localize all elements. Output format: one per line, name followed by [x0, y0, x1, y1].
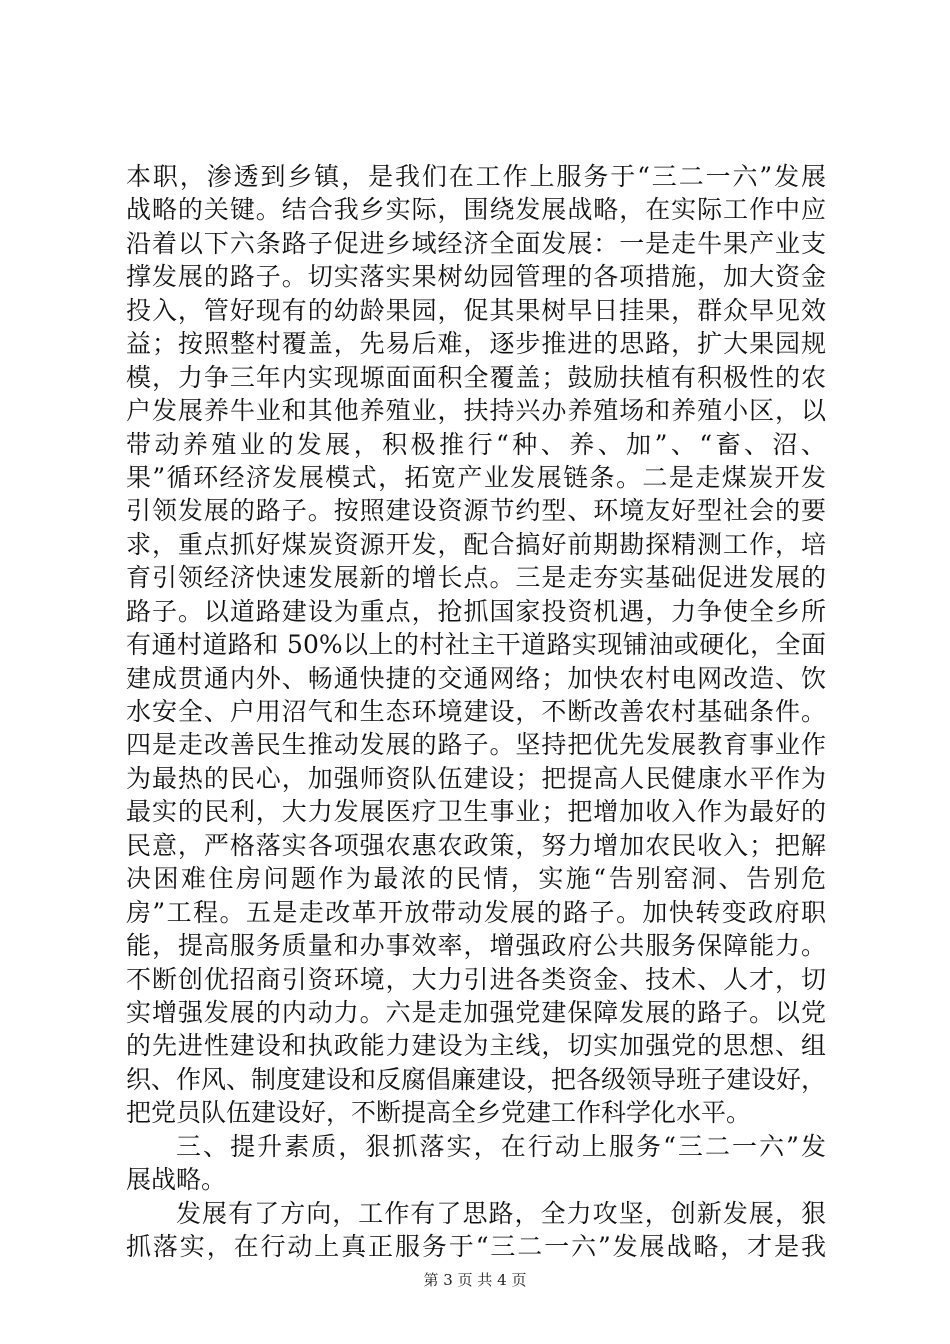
- body-line-3: 沿着以下六条路子促进乡域经济全面发展：一是走牛果产业支: [126, 229, 826, 258]
- body-line-16: 建成贯通内外、畅通快捷的交通网络；加快农村电网改造、饮: [126, 664, 826, 693]
- body-line-28: 织、作风、制度建设和反腐倡廉建设，把各级领导班子建设好，: [126, 1065, 827, 1094]
- body-line-5: 投入，管好现有的幼龄果园，促其果树早日挂果，群众早见效: [126, 296, 826, 325]
- body-line-24: 能，提高服务质量和办事效率，增强政府公共服务保障能力。: [126, 931, 826, 960]
- body-line-32: 发展有了方向，工作有了思路，全力攻坚，创新发展，狠: [176, 1199, 826, 1228]
- body-line-8: 户发展养牛业和其他养殖业，扶持兴办养殖场和养殖小区，以: [126, 396, 826, 425]
- body-line-14: 路子。以道路建设为重点，抢抓国家投资机遇，力争使全乡所: [126, 597, 826, 626]
- body-line-4: 撑发展的路子。切实落实果树幼园管理的各项措施，加大资金: [126, 262, 826, 291]
- body-line-26: 实增强发展的内动力。六是走加强党建保障发展的路子。以党: [126, 998, 826, 1027]
- page-number-footer: 第 3 页 共 4 页: [423, 1271, 527, 1289]
- body-line-13: 育引领经济快速发展新的增长点。三是走夯实基础促进发展的: [126, 563, 826, 592]
- body-line-6: 益；按照整村覆盖，先易后难，逐步推进的思路，扩大果园规: [126, 329, 826, 358]
- body-line-17: 水安全、户用沼气和生态环境建设，不断改善农村基础条件。: [126, 697, 826, 726]
- body-line-23: 房”工程。五是走改革开放带动发展的路子。加快转变政府职: [126, 898, 826, 927]
- body-line-29: 把党员队伍建设好，不断提高全乡党建工作科学化水平。: [126, 1098, 752, 1127]
- body-line-2: 战略的关键。结合我乡实际，围绕发展战略，在实际工作中应: [126, 195, 826, 224]
- body-line-15: 有通村道路和 50%以上的村社主干道路实现铺油或硬化，全面: [126, 630, 826, 659]
- body-line-18: 四是走改善民生推动发展的路子。坚持把优先发展教育事业作: [126, 730, 826, 759]
- body-line-21: 民意，严格落实各项强农惠农政策，努力增加农民收入；把解: [126, 831, 826, 860]
- body-line-1: 本职，渗透到乡镇，是我们在工作上服务于“三二一六”发展: [126, 162, 826, 191]
- body-line-9: 带动养殖业的发展，积极推行“种、养、加”、“畜、沼、: [126, 430, 826, 459]
- body-line-33: 抓落实，在行动上真正服务于“三二一六”发展战略，才是我: [126, 1232, 826, 1261]
- body-line-31: 展战略。: [126, 1165, 227, 1194]
- body-line-12: 求，重点抓好煤炭资源开发，配合搞好前期勘探精测工作，培: [126, 530, 826, 559]
- body-line-10: 果”循环经济发展模式，拓宽产业发展链条。二是走煤炭开发: [126, 463, 826, 492]
- body-line-20: 最实的民利，大力发展医疗卫生事业；把增加收入作为最好的: [126, 797, 826, 826]
- body-line-27: 的先进性建设和执政能力建设为主线，切实加强党的思想、组: [126, 1031, 826, 1060]
- body-line-7: 模，力争三年内实现塬面面积全覆盖；鼓励扶植有积极性的农: [126, 363, 826, 392]
- body-line-30: 三、提升素质，狠抓落实，在行动上服务“三二一六”发: [176, 1132, 826, 1161]
- body-line-22: 决困难住房问题作为最浓的民情，实施“告别窑洞、告别危: [126, 864, 826, 893]
- body-line-25: 不断创优招商引资环境，大力引进各类资金、技术、人才，切: [126, 965, 826, 994]
- body-line-19: 为最热的民心，加强师资队伍建设；把提高人民健康水平作为: [126, 764, 826, 793]
- body-line-11: 引领发展的路子。按照建设资源节约型、环境友好型社会的要: [126, 496, 826, 525]
